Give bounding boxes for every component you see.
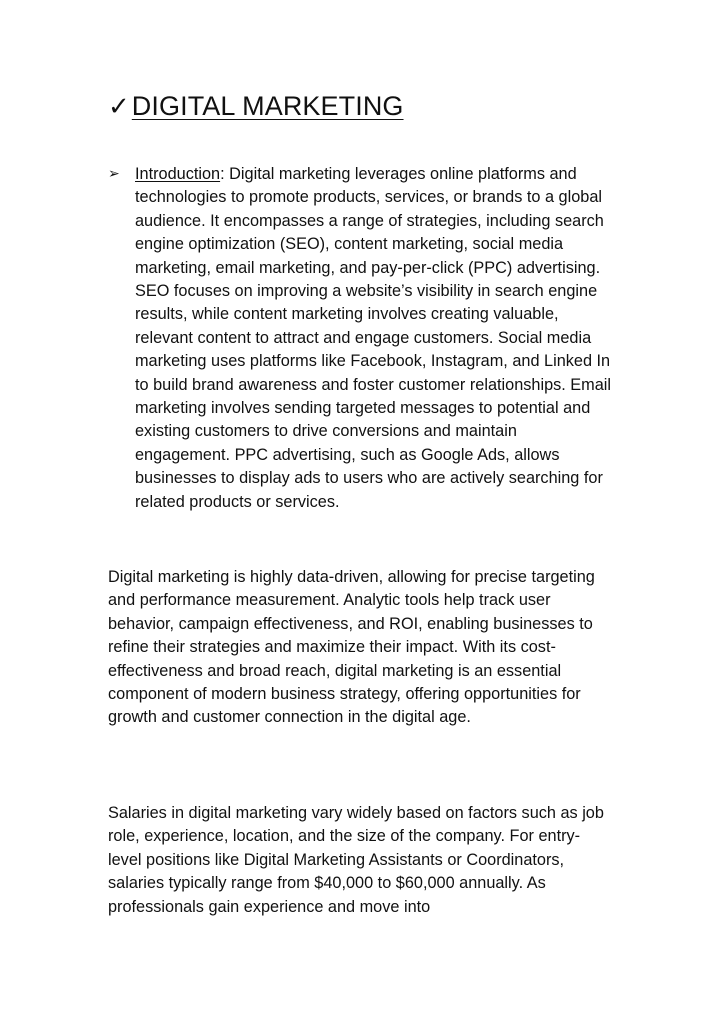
checkmark-icon: ✓ [108,92,130,122]
page-title: DIGITAL MARKETING [131,91,404,121]
paragraph-salaries: Salaries in digital marketing vary widely based on factors such as job role, experience, location, and the size of the company. For entry-level positions like Digital Marketing Assistants or Coordinators, salaries typically range from $40,000 to $60,000 annually. As professionals gain experience and move into [108,804,604,916]
document-heading [108,86,404,127]
introduction-bullet [108,163,613,514]
paragraph-data-driven: Digital marketing is highly data-driven, allowing for precise targeting and performance measurement. Analytic tools help track user behavior, campaign effectiveness, and ROI, enabling businesses to refine their strategies and maximize their impact. With its cost-effectiveness and broad reach, digital marketing is an essential component of modern business strategy, offering opportunities for growth and customer connection in the digital age. [108,568,595,727]
introduction-body: Digital marketing leverages online platforms and technologies to promote products, services, or brands to a global audience. It encompasses a range of strategies, including search engine optimization (SEO), content marketing, social media marketing, email marketing, and pay-per-click (PPC) advertising. SEO focuses on improving a website’s visibility in search engine results, while content marketing involves creating valuable, relevant content to attract and engage customers. Social media marketing uses platforms like Facebook, Instagram, and Linked In to build brand awareness and foster customer relationships. Email marketing involves sending targeted messages to potential and existing customers to drive conversions and maintain engagement. PPC advertising, such as Google Ads, allows businesses to display ads to users who are actively searching for related products or services. [135,165,612,511]
arrow-bullet-icon: ➢ [108,166,120,182]
introduction-label: Introduction [135,165,221,183]
introduction-separator: : [220,165,225,183]
introduction-text [135,163,613,514]
